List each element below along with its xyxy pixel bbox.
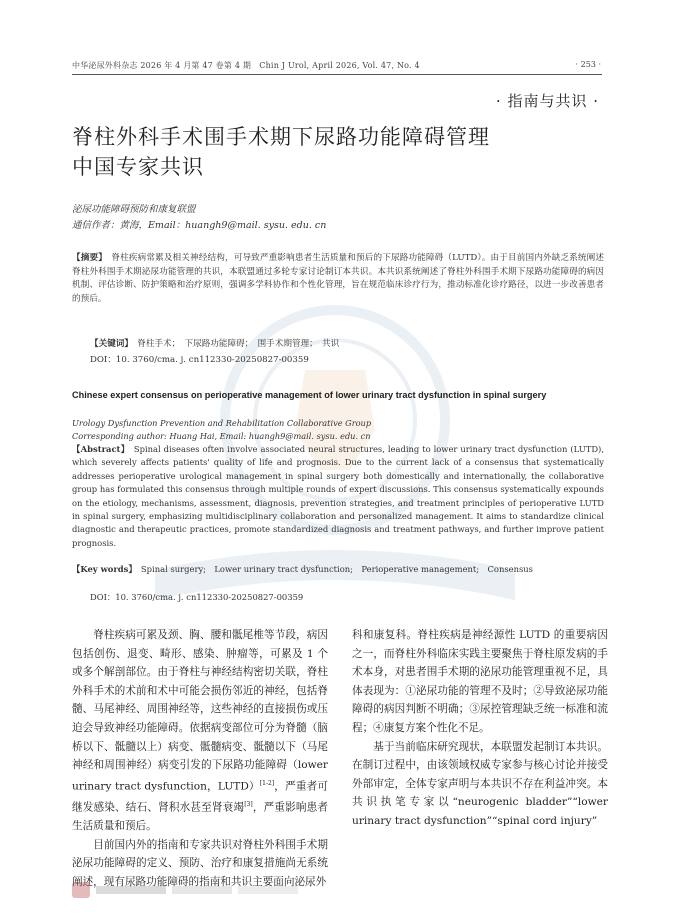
keywords-cn <box>90 337 339 351</box>
title-line-1: 脊柱外科手术围手术期下尿路功能障碍管理 <box>72 125 490 149</box>
citation[interactable]: [3] <box>244 800 253 808</box>
abstract-en-label: 【Abstract】 <box>72 444 126 454</box>
body-paragraph-continued: 科和康复科。脊柱疾病是神经源性 LUTD 的重要病因之一，而脊柱外科临床实践主要聚焦于脊柱原发病的手术本身，对患者围手术期的泌尿功能管理重视不足，具体表现为：①泌尿功能的管理不及时；②导致泌尿功能障碍的病因判断不明确；③尿控管理缺乏统一标准和流程；④康复方案个性化不足。 <box>352 629 608 734</box>
title-line-2: 中国专家共识 <box>72 155 204 179</box>
keywords-en-label: 【Key words】 <box>72 564 133 574</box>
english-corresponding: Corresponding author: Huang Hai, Email: huangh9@mail. sysu. edu. cn <box>72 430 371 441</box>
doi-en[interactable]: DOI：10. 3760/cma. j. cn112330-20250827-00359 <box>90 592 304 602</box>
section-tag: · 指南与共识 · <box>495 92 599 110</box>
body-text: ，严重影响患者生活质量和预后。 <box>72 801 329 832</box>
body-column-right <box>352 626 608 831</box>
article-title <box>72 122 572 182</box>
page-number: · 253 · <box>575 60 601 69</box>
body-column-left <box>72 626 328 891</box>
english-author-block <box>72 417 371 442</box>
abstract-cn <box>72 252 604 306</box>
keywords-en-text: Spinal surgery; Lower urinary tract dysfunction; Perioperative management; Consensus <box>132 564 533 574</box>
body-text: 脊柱疾病可累及颈、胸、腰和骶尾椎等节段，病因包括创伤、退变、畸形、感染、肿瘤等，可累及 1 个或多个解剖部位。由于脊柱与神经结构密切关联，脊柱外科手术的术前和术中可能会损伤邻近的神经，包括脊髓、马尾神经、周围神经等，这些神经的直接损伤或压迫会导致神经功能障碍。依据病变部位可分为脊髓（脑桥以下、骶髓以上）病变、骶髓病变、骶髓以下（马尾神经和周围神经）病变引发的下尿路功能障碍（lower urinary tract dysfunction，LUTD） <box>72 629 328 793</box>
journal-header: 中华泌尿外科杂志 2026 年 4 月第 47 卷第 4 期 Chin J Urol, April 2026, Vol. 47, No. 4 <box>72 61 420 70</box>
citation[interactable]: [1-2] <box>259 779 275 787</box>
abstract-en-text: Spinal diseases often involve associated neural structures, leading to lower urinary tract dysfunction (LUTD), which severely affects patients' quality of life and prognosis. Due to the current lack of a consensus that systematically addresses perioperative urological management in spinal surgery both domestically and internationally, the collaborative group has formulated this consensus through multiple rounds of expert discussions. This consensus systematically expounds on the etiology, mechanisms, assessment, diagnosis, prevention strategies, and treatment principles of perioperative LUTD in spinal surgery, emphasizing multidisciplinary collaboration and personalized management. It aims to standardize clinical diagnostic and therapeutic practices, promote standardized diagnosis and treatment pathways, and further improve patient prognosis. <box>72 444 604 548</box>
english-group: Urology Dysfunction Prevention and Rehabilitation Collaborative Group <box>72 418 372 428</box>
corresponding-author: 通信作者：黄海，Email：huangh9@mail. sysu. edu. cn <box>72 220 327 231</box>
author-group: 泌尿功能障碍预防和康复联盟 <box>72 204 196 215</box>
publisher-logo <box>72 878 312 902</box>
body-paragraph: 基于当前临床研究现状，本联盟发起制订本共识。在制订过程中，由该领域权威专家参与核心讨论并接受外部审定，全体专家声明与本共识不存在利益冲突。本共识执笔专家以“neurogenic bladder”“lower urinary tract dysfunction”“spinal cord injury” <box>352 740 608 827</box>
keywords-cn-text: 脊柱手术； 下尿路功能障碍； 围手术期管理； 共识 <box>128 339 340 349</box>
abstract-cn-text: 脊柱疾病常累及相关神经结构，可导致严重影响患者生活质量和预后的下尿路功能障碍（LUTD）。由于目前国内外缺乏系统阐述脊柱外科围手术期泌尿功能管理的共识，本联盟通过多轮专家讨论制订本共识。本共识系统阐述了脊柱外科围手术期下尿路功能障碍的病因机制、评估诊断、防护策略和治疗原则，强调多学科协作和个性化管理，旨在规范临床诊疗行为，推动标准化诊疗路径，以进一步改善患者的预后。 <box>72 253 604 304</box>
keywords-cn-label: 【关键词】 <box>90 339 129 349</box>
keywords-en <box>72 563 604 576</box>
doi-cn[interactable]: DOI：10. 3760/cma. j. cn112330-20250827-00359 <box>90 355 309 365</box>
header-divider <box>72 74 602 75</box>
body-paragraph: 目前国内外的指南和专家共识对脊柱外科围手术期泌尿功能障碍的定义、预防、治疗和康复措施尚无系统阐述，现有尿路功能障碍的指南和共识主要面向泌尿外 <box>72 838 328 888</box>
english-title: Chinese expert consensus on perioperative management of lower urinary tract dysfunction in spinal surgery <box>72 390 547 400</box>
body-text: ，严重者可继发感染、结石、肾积水甚至肾衰竭 <box>72 780 328 814</box>
body-paragraph <box>72 626 328 836</box>
abstract-cn-label: 【摘要】 <box>72 253 103 263</box>
abstract-en <box>72 443 604 550</box>
author-block <box>72 202 326 234</box>
